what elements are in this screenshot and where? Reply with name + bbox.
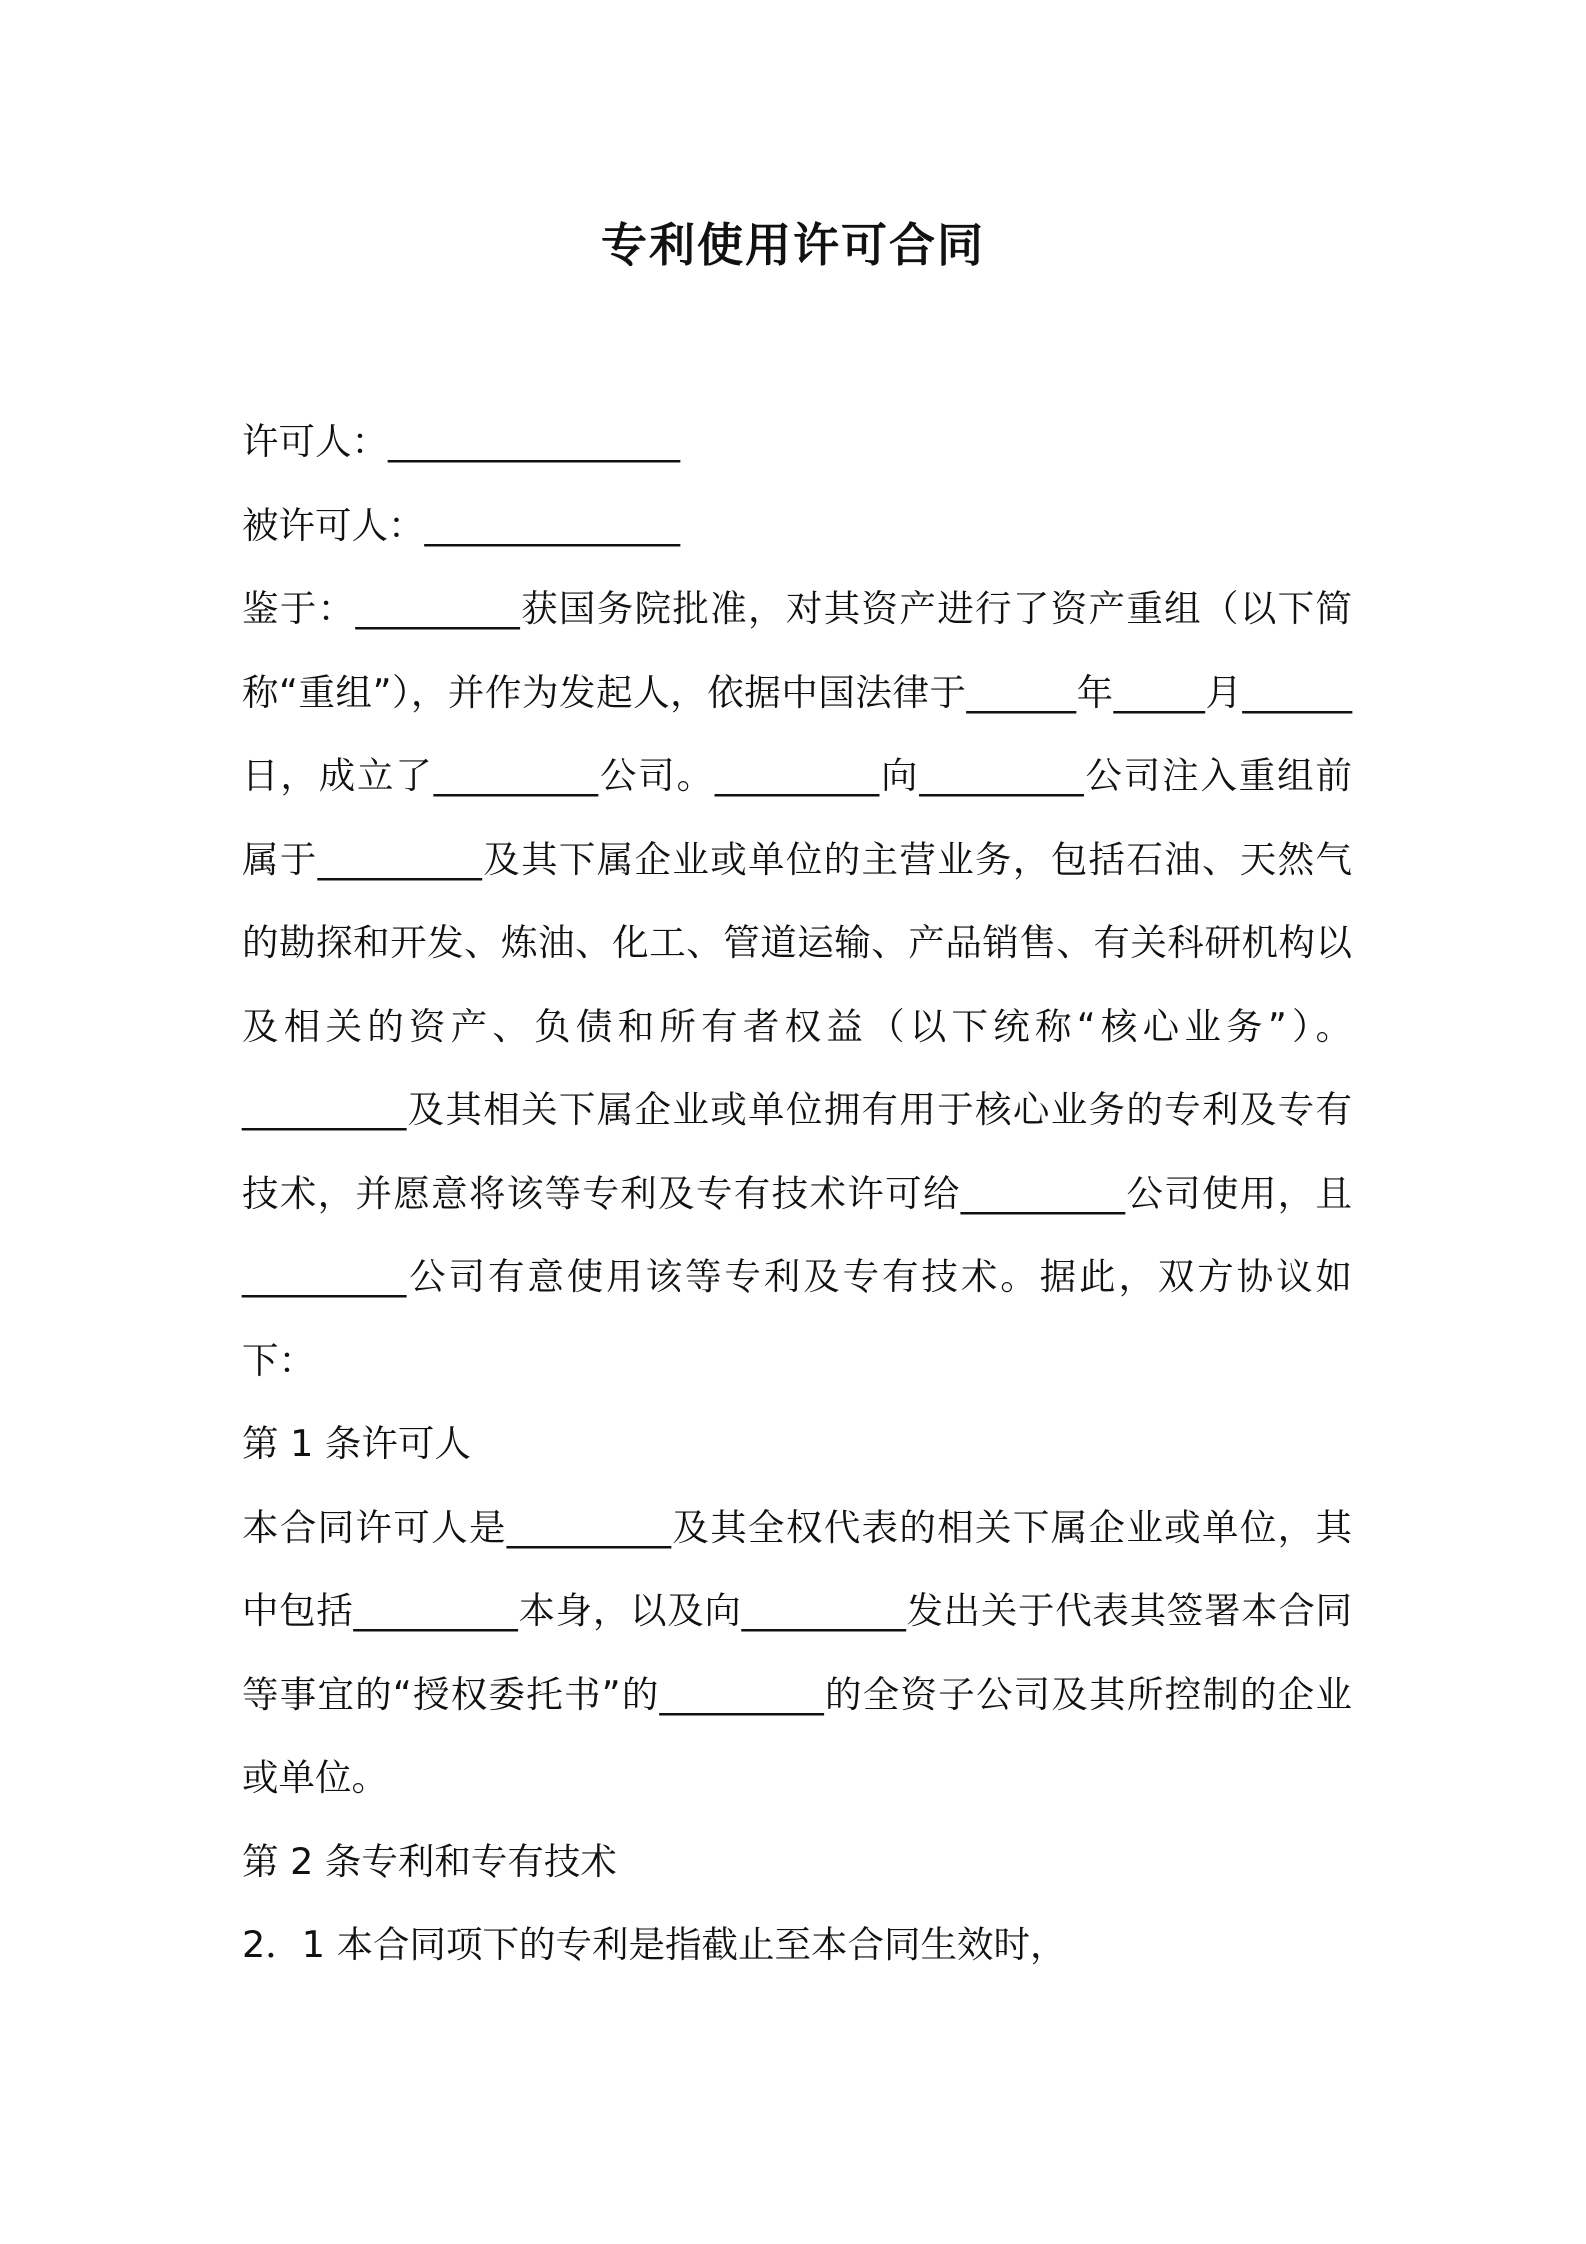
licensee-line: 被许可人：______________ bbox=[242, 503, 680, 547]
article-1-body: 本合同许可人是_________及其全权代表的相关下属企业或单位，其中包括_________本身，以及向_________发出关于代表其签署本合同等事宜的“授权委托书”的_________的全资子公司及其所控制的企业或单位。 bbox=[242, 1505, 1352, 1799]
contract-body bbox=[242, 400, 1352, 1987]
licensor-line: 许可人：________________ bbox=[242, 420, 680, 463]
article-2-1-clause: 2．1 本合同项下的专利是指截止至本合同生效时， bbox=[242, 1923, 1067, 1966]
article-2-heading: 第 2 条专利和专有技术 bbox=[242, 1839, 617, 1883]
page-title: 专利使用许可合同 bbox=[601, 218, 985, 272]
recital-paragraph: 鉴于：_________获国务院批准，对其资产进行了资产重组（以下简称“重组”），并作为发起人，依据中国法律于______年_____月______日，成立了_________公司。_________向_________公司注入重组前属于_________及其下属企业或单位的主营业务，包括石油、天然气的勘探和开发、炼油、化工、管道运输、产品销售、有关科研机构以及相关的资产、负债和所有者权益（以下统称“核心业务”）。_________及其相关下属企业或单位拥有用于核心业务的专利及专有技术，并愿意将该等专利及专有技术许可给_________公司使用，且_________公司有意使用该等专利及专有技术。据此，双方协议如下： bbox=[242, 587, 1352, 1382]
article-1-heading: 第 1 条许可人 bbox=[242, 1422, 471, 1465]
